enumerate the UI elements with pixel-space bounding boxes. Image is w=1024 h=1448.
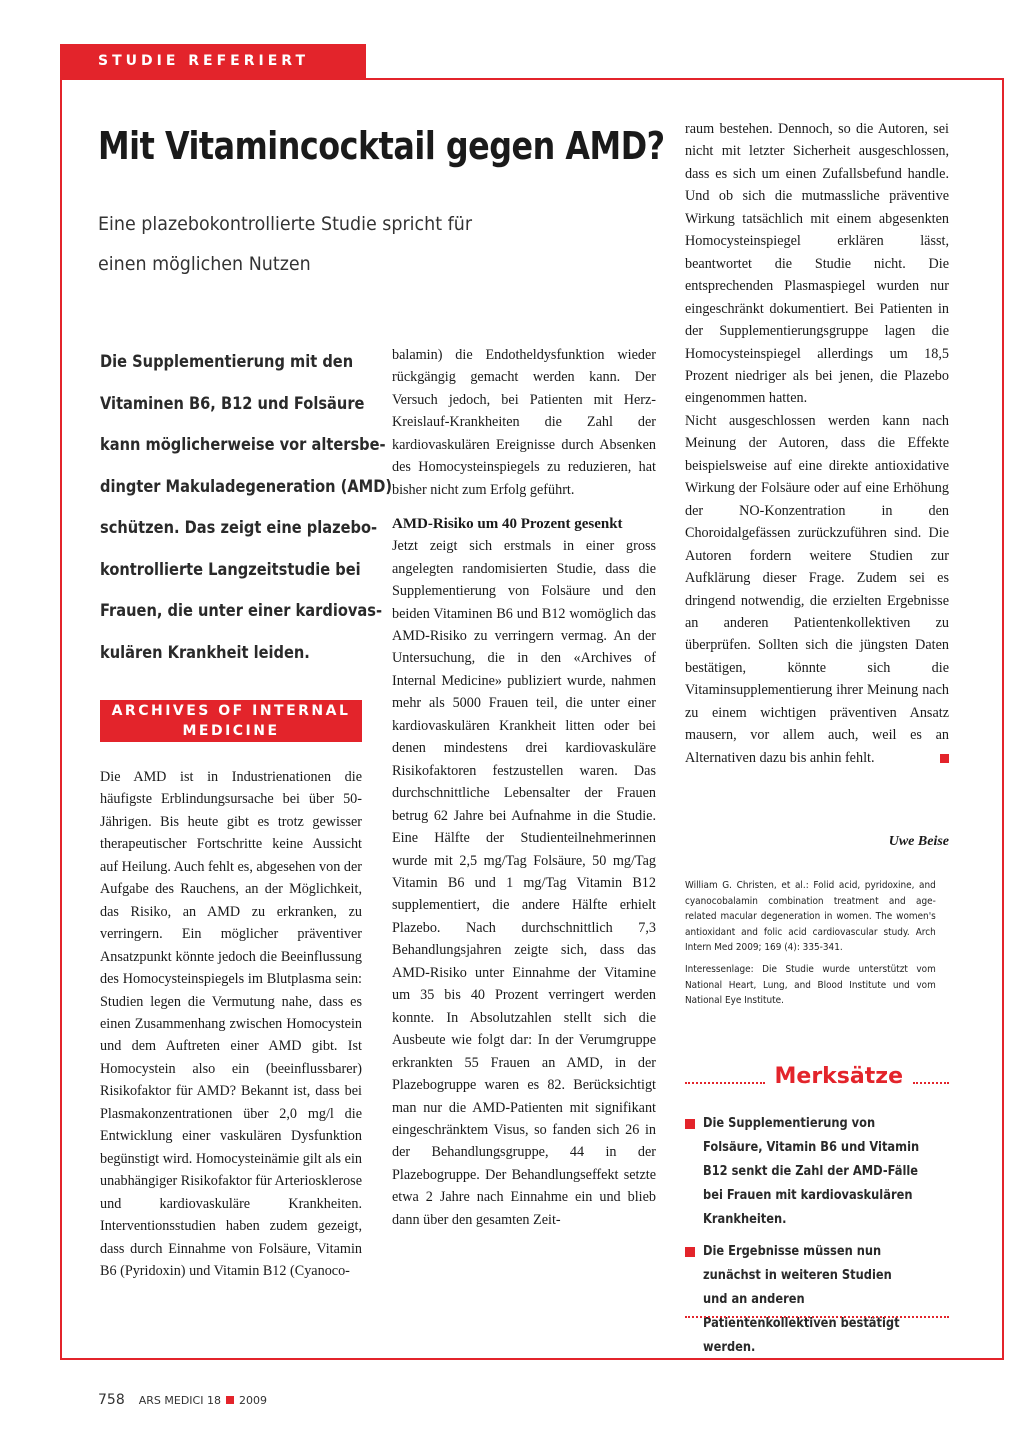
lead-line: Vitaminen B6, B12 und Folsäure: [100, 393, 365, 414]
body-paragraph-text: Nicht ausgeschlossen werden kann nach Meinung der Autoren, dass die Effekte beispielsweise auf eine direkte antioxidative Wirkung der Folsäure oder auf eine Erhöhung der NO-Konzentration in den Choroidalgefässen zurückzuführen sind. Die Autoren fordern weitere Studien zur Aufklärung dieser Frage. Zudem sei es dringend notwendig, die erzielten Ergebnisse an anderen Patientenkollektiven zu überprüfen. Sollten sich die jüngsten Daten bestätigen, könnte sich die Vitaminsupplementierung ihrer Meinung nach zu einem wichtigen präventiven Ansatz mausern, vor allem auch, weil es an Alternativen dazu bis anhin fehlt.: [685, 412, 949, 766]
page-footer: [98, 1392, 267, 1408]
lead-line: kontrollierte Langzeitstudie bei: [100, 559, 361, 580]
body-paragraph: Jetzt zeigt sich erstmals in einer gross angelegten randomisierten Studie, dass die Supplementierung von Folsäure und den beiden Vitaminen B6 und B12 womöglich das AMD-Risiko zu verringern vermag. An der Untersuchung, die in den «Archives of Internal Medicine» publiziert wurde, nahmen mehr als 5000 Frauen teil, die unter einer kardiovaskulären Krankheit litten oder bei denen mindestens drei kardiovaskuläre Risikofaktoren festzustellen waren. Das durchschnittliche Lebensalter der Frauen betrug 62 Jahre bei Aufnahme in die Studie. Eine Hälfte der Studienteilnehmerinnen wurde mit 2,5 mg/Tag Folsäure, 50 mg/Tag Vitamin B6 und 1 mg/Tag Vitamin B12 supplementiert, die andere Hälfte erhielt Plazebo. Nach durchschnittlich 7,3 Behandlungsjahren zeigte sich, dass das AMD-Risiko unter Einnahme der Vitamine um 35 bis 40 Prozent verringert werden konnte. In Absolutzahlen stellt sich die Ausbeute wie folgt dar: In der Verumgruppe erkrankten 55 Frauen an AMD, in der Plazebogruppe waren es 82. Berücksichtigt man nur die AMD-Patienten mit signifikant eingeschränktem Visus, so fanden sich 26 in der Behandlungsgruppe, 44 in der Plazebogruppe. Der Behandlungseffekt setzte etwa 2 Jahre nach Einnahme ein und blieb dann über den gesamten Zeit-: [392, 538, 656, 1228]
dotted-rule: [685, 1070, 765, 1084]
body-column-1: [100, 766, 362, 1282]
merksatz-item: [685, 1240, 949, 1360]
page-number: 758: [98, 1392, 125, 1408]
merksaetze-list: [685, 1112, 949, 1368]
conflict-of-interest: Interessenlage: Die Studie wurde unterstützt vom National Heart, Lung, and Blood Institute und vom National Eye Institute.: [685, 964, 936, 1006]
body-paragraph: [685, 410, 949, 769]
author-name: Uwe Beise: [888, 834, 949, 849]
lead-line: schützen. Das zeigt eine plazebo-: [100, 518, 378, 538]
section-subheading: AMD-Risiko um 40 Prozent gesenkt: [392, 516, 623, 533]
lead-paragraph: [100, 342, 393, 674]
article-subtitle: Eine plazebokontrollierte Studie spricht für einen möglichen Nutzen: [98, 213, 473, 275]
section-label: STUDIE REFERIERT: [60, 44, 366, 78]
source-journal-box: ARCHIVES OF INTERNAL MEDICINE: [100, 700, 362, 742]
lead-line: kann möglicherweise vor altersbe-: [100, 435, 386, 455]
lead-line: dingter Makuladegeneration (AMD): [100, 476, 393, 497]
lead-line: kulären Krankheit leiden.: [100, 642, 310, 663]
issue-year: 2009: [238, 1393, 267, 1407]
dotted-rule: [913, 1070, 949, 1084]
body-paragraph: raum bestehen. Dennoch, so die Autoren, sei nicht mit letzter Sicherheit ausgeschlossen, dass es sich um einen Zufallsbefund handle. Und ob sich die mutmassliche präventive Wirkung tatsächlich mit einem abgesenkten Homocysteinspiegel erklären lässt, beantwortet die Studie nicht. Die entsprechenden Plasmaspiegel wurden nur eingeschränkt dokumentiert. Bei Patienten in der Supplementierungsgruppe lagen die Homocysteinspiegel allerdings um 18,5 Prozent niedriger als bei jenen, die Plazebo eingenommen hatten.: [685, 121, 949, 407]
merksatz-text: Die Ergebnisse müssen nun zunächst in weiteren Studien und an anderen Patientenkollektiven bestätigt werden.: [703, 1244, 900, 1355]
article-title: Mit Vitamincocktail gegen AMD?: [98, 124, 665, 168]
body-column-3: [685, 118, 949, 769]
journal-name: ARS MEDICI 18: [138, 1393, 221, 1407]
body-paragraph: Die AMD ist in Industrienationen die häufigste Erblindungsursache bei über 50-Jährigen. Bis heute gibt es trotz gewisser therapeutischer Fortschritte keine Aussicht auf Heilung. Auch fehlt es, abgesehen von der Aufgabe des Rauchens, an der Möglichkeit, das Risiko, an AMD zu erkranken, zu verringern. Ein möglicher präventiver Ansatzpunkt könnte jedoch die Beeinflussung des Homocysteinspiegels im Blutplasma sein: Studien legen die Vermutung nahe, dass es einen Zusammenhang zwischen Homocystein und dem Auftreten einer AMD gibt. Ist Homocystein also ein (beeinflussbarer) Risikofaktor für AMD? Bekannt ist, dass bei Plasmakonzentrationen über 2,0 mg/l die Entwicklung einer vaskulären Dysfunktion begünstigt wird. Homocysteinämie gilt als ein unabhängiger Risikofaktor für Arteriosklerose und kardiovaskuläre Krankheiten. Interventionsstudien haben zudem gezeigt, dass durch Einnahme von Folsäure, Vitamin B6 (Pyridoxin) und Vitamin B12 (Cyanoco-: [100, 769, 363, 1279]
end-mark-icon: [940, 754, 949, 763]
body-column-2: [392, 344, 656, 1231]
reference-citation: William G. Christen, et al.: Folid acid, pyridoxine, and cyanocobalamin combination treatment and age-related macular degeneration in women. The women's antioxidant and folic acid cardiovascular study. Arch Intern Med 2009; 169 (4): 335-341.: [685, 880, 936, 953]
merksatz-item: [685, 1112, 949, 1232]
lead-line: Die Supplementierung mit den: [100, 352, 354, 372]
merksatz-text: Die Supplementierung von Folsäure, Vitamin B6 und Vitamin B12 senkt die Zahl der AMD-Fälle bei Frauen mit kardiovaskulären Krankheiten.: [703, 1116, 920, 1227]
merksaetze-title: Merksätze: [774, 1064, 903, 1089]
square-bullet-icon: [685, 1247, 695, 1257]
merksaetze-header: [685, 1064, 949, 1089]
body-paragraph: balamin) die Endotheldysfunktion wieder rückgängig gemacht werden kann. Der Versuch jedoch, bei Patienten mit Herz-Kreislauf-Krankheiten die Zahl der kardiovaskulären Ereignisse durch Absenken des Homocysteinspiegels zu reduzieren, hat bisher nicht zum Erfolg geführt.: [392, 347, 656, 498]
square-separator-icon: [226, 1396, 234, 1404]
square-bullet-icon: [685, 1119, 695, 1129]
dotted-rule-bottom: [685, 1316, 949, 1318]
lead-line: Frauen, die unter einer kardiovas-: [100, 601, 383, 621]
